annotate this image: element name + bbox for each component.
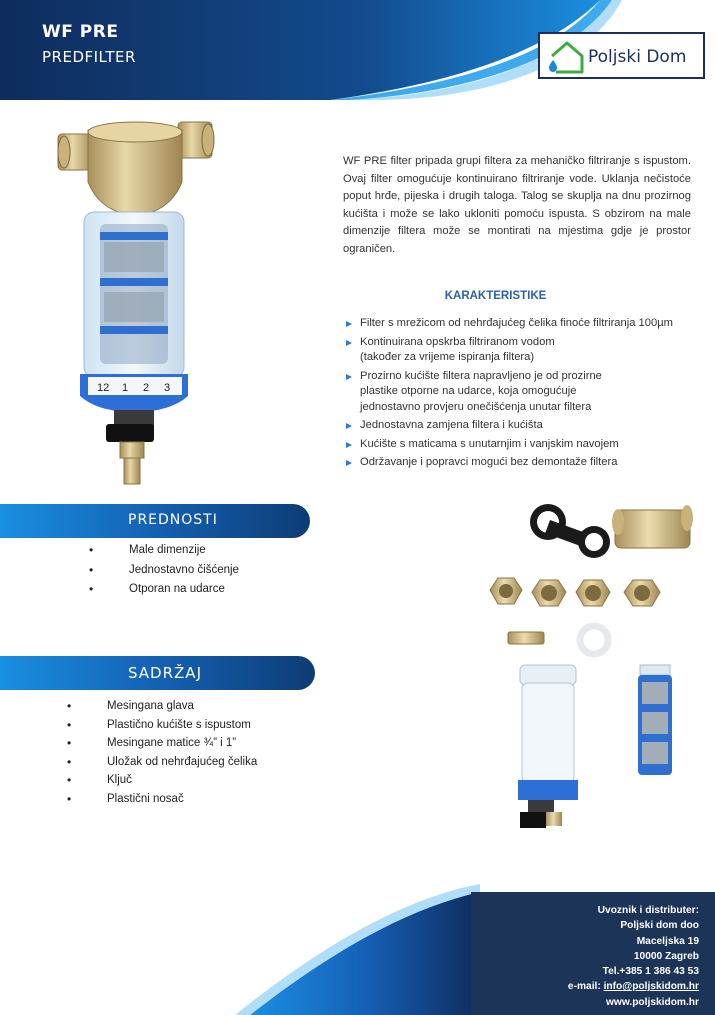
brass-nut-icon: [624, 580, 660, 606]
logo-text: Poljski Dom: [588, 47, 687, 67]
contact-line: Uvoznik i distributer:: [597, 905, 699, 916]
contact-line: 10000 Zagreb: [633, 950, 699, 962]
list-item: • Otporan na udarce: [129, 580, 239, 600]
brass-head-icon: [612, 505, 693, 548]
product-description: WF PRE filter pripada grupi filtera za mehaničko filtriranje s ispustom. Ovaj filter omogućuje kontinuirano filtriranje vode. Uklanja nečistoće poput hrđe, pijeska i drugih taloga. Talog se skuplja na dnu prozirnog kućišta i može se lako ukloniti pomoću ispusta. S obzirom na male dimenzije filtera može se montirati na mjestima gdje je prostor ograničen.: [343, 155, 691, 255]
list-item: Jednostavna zamjena filtera i kućišta: [345, 418, 710, 434]
list-item: • Plastično kućište s ispustom: [107, 716, 257, 735]
email-link[interactable]: info@poljskidom.hr: [603, 981, 699, 993]
list-item: • Male dimenzije: [129, 541, 239, 561]
brass-nut-icon: [576, 580, 610, 606]
contact-line: Poljski dom doo: [620, 920, 699, 932]
filter-cartridge-icon: [638, 665, 672, 775]
brass-nut-icon: [532, 580, 566, 606]
parts-image: [480, 500, 710, 840]
brass-nut-icon: [490, 578, 522, 604]
house-drop-icon: [546, 38, 586, 76]
prednosti-heading: PREDNOSTI: [128, 512, 218, 528]
list-item: • Uložak od nehrđajućeg čelika: [107, 753, 257, 772]
list-item: • Mesingana glava: [107, 697, 257, 716]
list-item: • Mesingane matice ¾” i 1”: [107, 734, 257, 753]
scale-label: 3: [164, 382, 171, 394]
email-label: e-mail:: [567, 981, 604, 993]
list-item: • Ključ: [107, 771, 257, 790]
filter-product-image: [50, 112, 220, 487]
list-item: • Plastični nosač: [107, 790, 257, 809]
list-item: Kućište s maticama s unutarnjim i vanjskim navojem: [345, 437, 710, 453]
contact-box: [471, 892, 715, 1015]
scale-label: 12: [97, 382, 110, 394]
washer-icon: [580, 626, 608, 654]
sadrzaj-heading: SADRŽAJ: [128, 664, 202, 682]
list-item: • Jednostavno čišćenje: [129, 561, 239, 581]
website-link[interactable]: www.poljskidom.hr: [605, 996, 699, 1008]
sadrzaj-list: [107, 697, 257, 809]
prednosti-list: [129, 541, 239, 600]
list-item: Filter s mrežicom od nehrđajućeg čelika finoće filtriranja 100µm: [345, 316, 710, 332]
contact-email-line: [471, 979, 699, 994]
list-item: Održavanje i popravci mogući bez demontaže filtera: [345, 455, 710, 471]
page-title: WF PRE: [42, 22, 119, 42]
contact-line: Tel.+385 1 386 43 53: [602, 966, 699, 978]
hose-tail-icon: [508, 632, 544, 644]
wrench-icon: [530, 504, 610, 558]
scale-label: 2: [143, 382, 150, 394]
scale-label: 1: [122, 382, 129, 394]
contact-line: Maceljska 19: [636, 935, 699, 947]
characteristics-heading: KARAKTERISTIKE: [444, 290, 547, 302]
list-item: Kontinuirana opskrba filtriranom vodom (također za vrijeme ispiranja filtera): [345, 335, 595, 366]
housing-icon: [518, 665, 578, 828]
company-logo: [538, 32, 705, 79]
page-subtitle: PREDFILTER: [42, 48, 136, 66]
characteristics-list: [345, 316, 710, 474]
list-item: Prozirno kućište filtera napravljeno je od prozirne plastike otporne na udarce, koja omogućuje jednostavno provjeru onečišćenja unutar filtera: [345, 369, 625, 416]
